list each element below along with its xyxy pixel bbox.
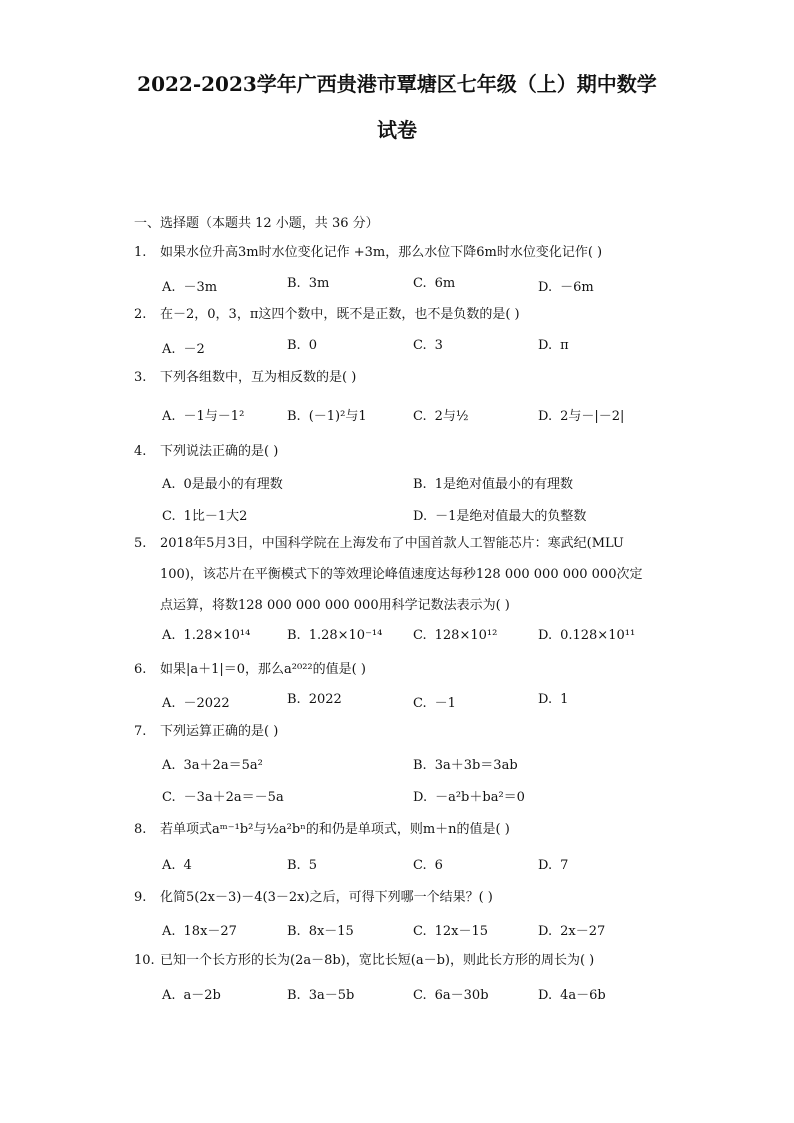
option-b — [287, 692, 342, 707]
question-number: 2. — [134, 307, 147, 322]
question-number: 4. — [134, 444, 147, 459]
option-text: 3m — [308, 276, 330, 291]
question-number: 5. — [134, 536, 147, 551]
option-text: －3a＋2a＝－5a — [183, 790, 284, 805]
option-text: 7 — [560, 858, 569, 873]
option-label: D. — [538, 409, 553, 424]
option-label: A. — [162, 988, 176, 1003]
option-text: 2022 — [308, 692, 342, 707]
option-b — [413, 473, 573, 492]
option-label: C. — [413, 628, 427, 643]
option-label: A. — [162, 342, 176, 357]
question-number: 8. — [134, 822, 147, 837]
question-number: 9. — [134, 890, 147, 905]
option-a — [162, 276, 217, 295]
option-label: A. — [162, 409, 176, 424]
question-number: 6. — [134, 662, 147, 677]
option-text: 1.28×10⁻¹⁴ — [308, 628, 383, 643]
option-label: B. — [287, 692, 301, 707]
option-text: －1与－1² — [183, 409, 245, 424]
option-text: －2 — [183, 342, 205, 357]
option-a — [162, 405, 244, 424]
option-label: B. — [413, 758, 427, 773]
option-c — [413, 984, 489, 1003]
option-label: D. — [413, 790, 428, 805]
option-text: π — [560, 338, 569, 353]
option-label: B. — [287, 338, 301, 353]
question-number: 10. — [134, 953, 155, 968]
option-label: B. — [287, 988, 301, 1003]
option-label: C. — [413, 924, 427, 939]
option-b — [287, 920, 354, 939]
option-label: C. — [413, 338, 427, 353]
option-text: 4a－6b — [560, 988, 606, 1003]
option-d — [538, 338, 569, 353]
option-text: 12x－15 — [434, 924, 489, 939]
option-c — [162, 505, 247, 524]
option-label: C. — [162, 790, 176, 805]
option-text: －1是绝对值最大的负整数 — [435, 509, 587, 524]
option-label: A. — [162, 758, 176, 773]
option-label: B. — [413, 477, 427, 492]
option-d — [538, 984, 606, 1003]
option-d — [538, 276, 594, 295]
option-text: －3m — [183, 280, 218, 295]
option-label: B. — [287, 276, 301, 291]
option-label: A. — [162, 628, 176, 643]
option-b — [287, 858, 317, 873]
option-c — [413, 692, 456, 711]
option-text: 1 — [560, 692, 569, 707]
option-label: B. — [287, 924, 301, 939]
option-label: C. — [162, 509, 176, 524]
option-c — [162, 786, 284, 805]
option-d — [538, 628, 635, 643]
option-d — [538, 692, 568, 707]
option-b — [413, 754, 518, 773]
option-b — [287, 405, 367, 424]
question-stem: 化简5(2x－3)－4(3－2x)之后，可得下列哪一个结果？( ) — [160, 890, 493, 905]
option-label: D. — [538, 988, 553, 1003]
question-number: 7. — [134, 724, 147, 739]
question-stem: 下列各组数中，互为相反数的是( ) — [160, 370, 357, 385]
option-label: A. — [162, 477, 176, 492]
option-text: 2与－|－2| — [560, 409, 625, 424]
title-line-2: 试卷 — [377, 118, 417, 142]
option-text: －1 — [434, 696, 456, 711]
option-a — [162, 984, 221, 1003]
option-d — [538, 920, 605, 939]
option-text: 5 — [308, 858, 317, 873]
option-label: D. — [538, 338, 553, 353]
option-d — [538, 405, 624, 424]
section-heading: 一、选择题（本题共 12 小题，共 36 分） — [134, 216, 379, 231]
option-text: 8x－15 — [308, 924, 354, 939]
option-label: D. — [538, 692, 553, 707]
option-label: B. — [287, 628, 301, 643]
option-b — [287, 338, 317, 353]
option-a — [162, 920, 237, 939]
option-text: 0 — [308, 338, 317, 353]
option-c — [413, 628, 497, 643]
option-text: －6m — [560, 280, 594, 295]
question-stem: 下列运算正确的是( ) — [160, 724, 279, 739]
option-a — [162, 338, 205, 357]
option-a — [162, 692, 230, 711]
option-a — [162, 628, 250, 643]
option-c — [413, 920, 488, 939]
option-label: D. — [538, 628, 553, 643]
option-label: B. — [287, 858, 301, 873]
option-text: 6 — [434, 858, 443, 873]
question-stem: 下列说法正确的是( ) — [160, 444, 279, 459]
option-text: 6m — [434, 276, 456, 291]
option-text: 1比－1大2 — [183, 509, 248, 524]
option-label: D. — [538, 280, 553, 295]
option-text: 3a＋2a＝5a² — [183, 758, 263, 773]
option-text: 3 — [434, 338, 443, 353]
question-stem: 已知一个长方形的长为(2a－8b)，宽比长短(a－b)，则此长方形的周长为( ) — [160, 953, 595, 968]
title-line-1: 2022-2023学年广西贵港市覃塘区七年级（上）期中数学 — [137, 72, 657, 96]
option-text: 3a＋3b＝3ab — [434, 758, 518, 773]
option-text: 3a－5b — [308, 988, 355, 1003]
option-text: 128×10¹² — [434, 628, 498, 643]
option-b — [287, 984, 354, 1003]
option-c — [413, 276, 455, 291]
option-label: D. — [538, 924, 553, 939]
option-label: A. — [162, 696, 176, 711]
option-label: A. — [162, 280, 176, 295]
option-c — [413, 338, 443, 353]
question-number: 3. — [134, 370, 147, 385]
option-d — [413, 786, 525, 805]
question-stem: 如果|a＋1|＝0，那么a²⁰²²的值是( ) — [160, 662, 366, 677]
option-a — [162, 858, 192, 873]
option-label: C. — [413, 409, 427, 424]
option-label: C. — [413, 276, 427, 291]
option-text: 2与½ — [434, 409, 469, 424]
option-a — [162, 473, 283, 492]
option-d — [538, 858, 568, 873]
option-text: －2022 — [183, 696, 230, 711]
question-stem: 如果水位升高3m时水位变化记作 +3m，那么水位下降6m时水位变化记作( ) — [160, 245, 603, 260]
question-stem-line-1: 2018年5月3日，中国科学院在上海发布了中国首款人工智能芯片：寒武纪(MLU — [160, 536, 624, 551]
option-text: 0.128×10¹¹ — [560, 628, 636, 643]
option-text: 1是绝对值最小的有理数 — [434, 477, 573, 492]
option-b — [287, 276, 329, 291]
option-text: 18x－27 — [183, 924, 237, 939]
option-c — [413, 405, 469, 424]
option-text: 0是最小的有理数 — [183, 477, 283, 492]
option-label: C. — [413, 858, 427, 873]
option-text: 1.28×10¹⁴ — [183, 628, 251, 643]
option-c — [413, 858, 443, 873]
question-stem-line-2: 100)，该芯片在平衡模式下的等效理论峰值速度达每秒128 000 000 000 000次定 — [160, 567, 643, 582]
question-number: 1. — [134, 245, 147, 260]
question-stem: 若单项式aᵐ⁻¹b²与½a²bⁿ的和仍是单项式，则m＋n的值是( ) — [160, 822, 510, 837]
option-label: A. — [162, 858, 176, 873]
option-label: D. — [413, 509, 428, 524]
option-a — [162, 754, 263, 773]
option-text: 4 — [183, 858, 192, 873]
option-label: A. — [162, 924, 176, 939]
option-text: 2x－27 — [560, 924, 606, 939]
option-label: D. — [538, 858, 553, 873]
option-text: a－2b — [183, 988, 221, 1003]
question-stem: 在－2，0，3，π这四个数中，既不是正数，也不是负数的是( ) — [160, 307, 520, 322]
option-d — [413, 505, 586, 524]
option-text: －a²b＋ba²＝0 — [435, 790, 525, 805]
option-label: B. — [287, 409, 301, 424]
option-label: C. — [413, 696, 427, 711]
option-text: 6a－30b — [434, 988, 489, 1003]
question-stem-line-3: 点运算，将数128 000 000 000 000用科学记数法表示为( ) — [160, 598, 510, 613]
option-text: (－1)²与1 — [308, 409, 367, 424]
option-label: C. — [413, 988, 427, 1003]
option-b — [287, 628, 382, 643]
